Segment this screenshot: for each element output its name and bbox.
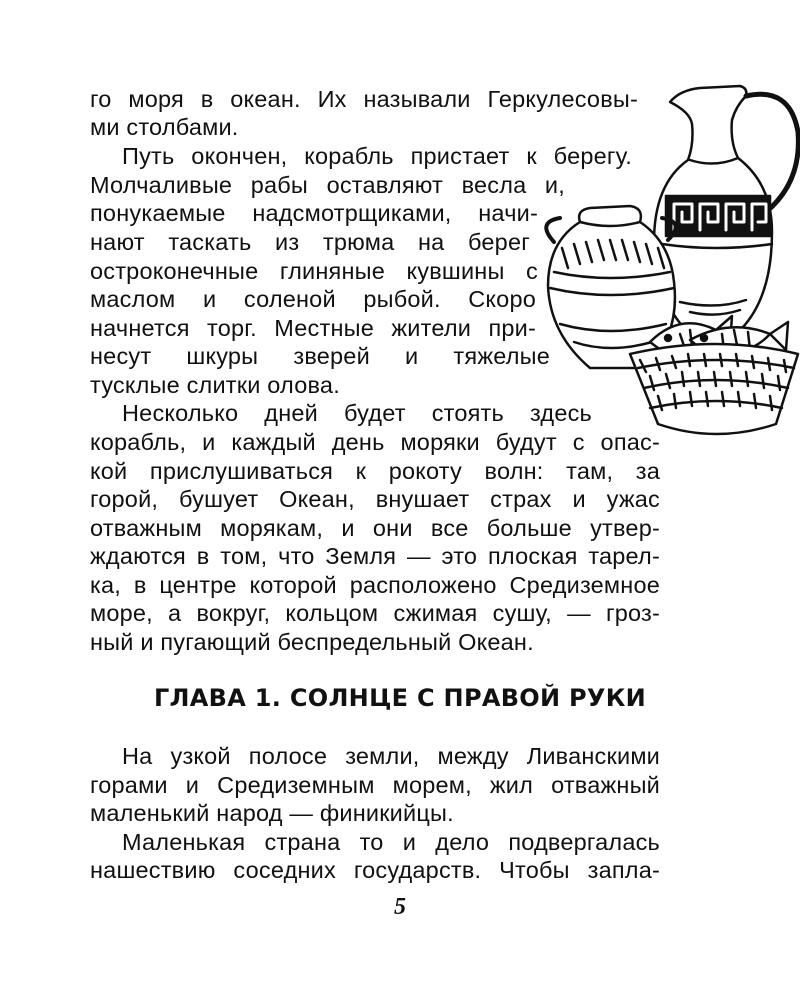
text-line: горами и Средиземным морем, жил отважный [90, 772, 660, 798]
text-line: понукаемые надсмотрщиками, начи- [90, 200, 538, 226]
text-line: Маленькая страна то и дело подвергалась [122, 829, 660, 855]
amphora-jugs-fish-basket-illustration [540, 72, 800, 472]
text-line: отважным морякам, и они все больше утвер- [90, 515, 660, 541]
text-line: ка, в центре которой расположено Средиземное [90, 572, 660, 598]
text-line: Несколько дней будет стоять здесь [122, 400, 592, 426]
text-line: маленький народ — финикийцы. [90, 800, 454, 826]
text-line: Молчаливые рабы оставляют весла и, [90, 172, 565, 198]
text-line: начнется торг. Местные жители при- [90, 315, 536, 341]
text-line: го моря в океан. Их называли Геркулесовы- [90, 86, 638, 112]
text-line: тусклые слитки олова. [90, 372, 340, 398]
text-line: ми столбами. [90, 114, 239, 140]
text-line: остроконечные глиняные кувшины с [90, 258, 538, 284]
page-number: 5 [394, 894, 406, 920]
text-line: море, а вокруг, кольцом сжимая сушу, — гроз- [90, 600, 660, 626]
text-line: нают таскать из трюма на берег [90, 229, 530, 255]
text-line: кой прислушиваться к рокоту волн: там, за [90, 458, 660, 484]
text-line: корабль, и каждый день моряки будут с опас- [90, 429, 660, 455]
text-line: ный и пугающий беспредельный Океан. [90, 629, 534, 655]
text-line: горой, бушует Океан, внушает страх и ужас [90, 486, 660, 512]
text-line: маслом и соленой рыбой. Скоро [90, 286, 536, 312]
text-line: ждаются в том, что Земля — это плоская тарел- [90, 543, 660, 569]
text-line: Путь окончен, корабль пристает к берегу. [122, 143, 632, 169]
chapter-heading: ГЛАВА 1. СОЛНЦЕ С ПРАВОЙ РУКИ [153, 684, 647, 712]
text-line: нашествию соседних государств. Чтобы запла- [90, 857, 660, 883]
text-line: несут шкуры зверей и тяжелые [90, 343, 550, 369]
text-line: На узкой полосе земли, между Ливанскими [122, 743, 660, 769]
basket [630, 344, 798, 434]
